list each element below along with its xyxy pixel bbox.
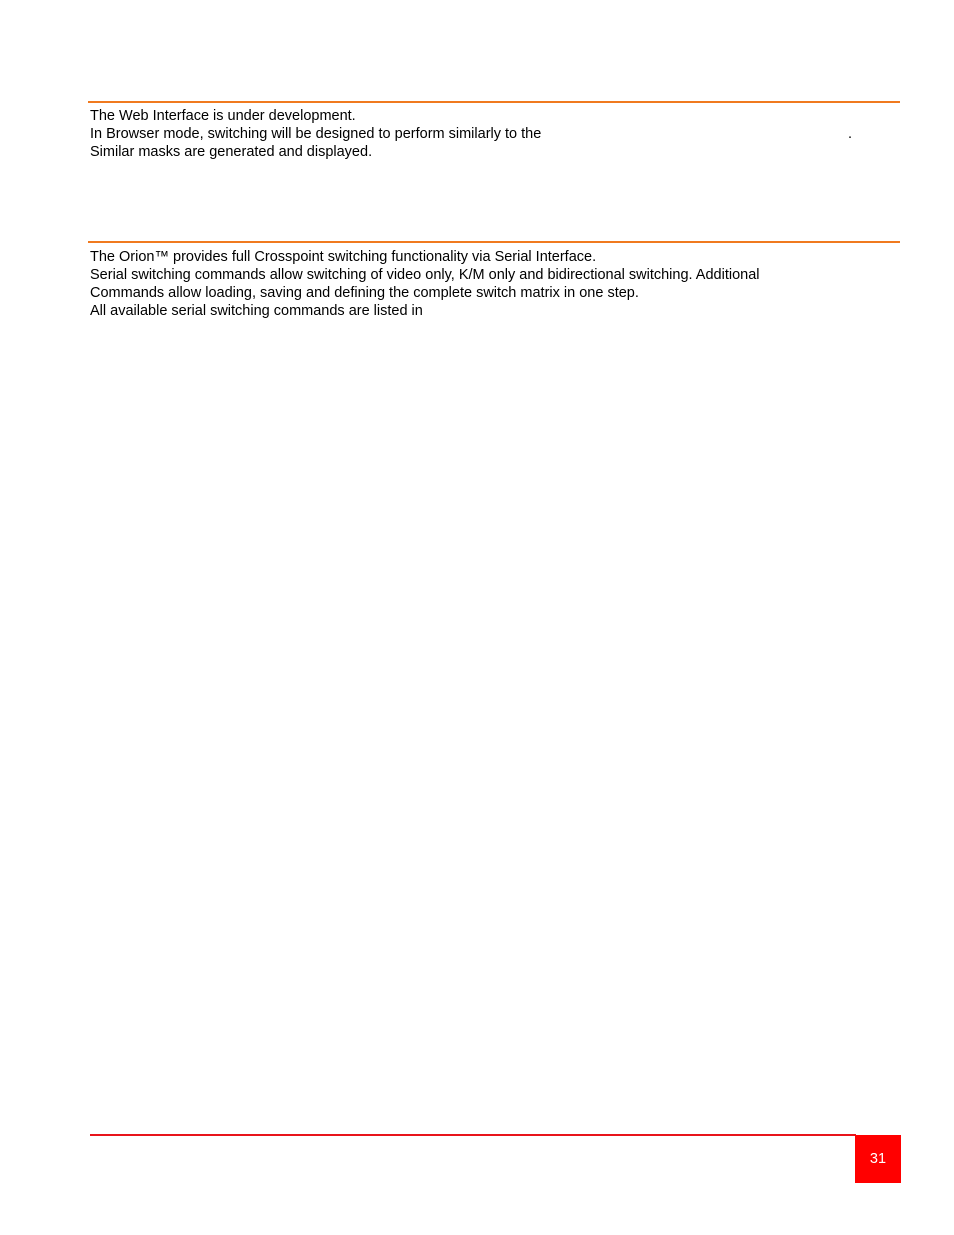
page-number: 31 [869,1151,887,1167]
page-number-badge [855,1135,901,1183]
web-section-line-2 [90,125,880,143]
serial-section-line-1: The Orion™ provides full Crosspoint switching functionality via Serial Interface. [90,249,597,265]
serial-section-line-4: All available serial switching commands are listed in [90,303,423,319]
web-section-rule [88,101,900,103]
serial-section-line-3: Commands allow loading, saving and defining the complete switch matrix in one step. [90,285,639,301]
footer-rule [90,1134,856,1136]
web-section-line-2-end: . [848,126,853,142]
serial-interface-section [90,248,880,320]
web-section-line-2-text: In Browser mode, switching will be designed to perform similarly to the [90,126,542,142]
web-section-line-3: Similar masks are generated and displayed. [90,144,373,160]
web-interface-section [90,107,880,161]
web-section-line-1: The Web Interface is under development. [90,108,356,124]
serial-section-line-2: Serial switching commands allow switching of video only, K/M only and bidirectional switching. Additional [90,267,760,283]
serial-section-rule [88,241,900,243]
